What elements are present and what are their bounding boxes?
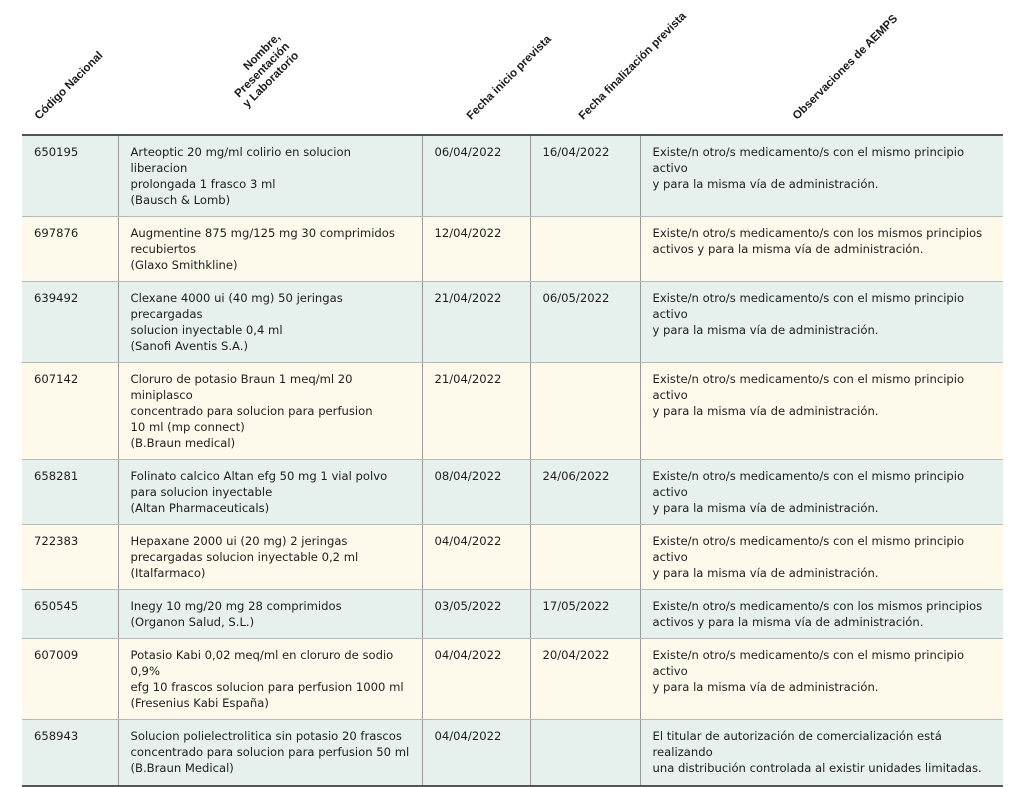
nombre-cell-line: Arteoptic 20 mg/ml colirio en solucion liberacion [130, 145, 351, 175]
nombre-cell-line: Potasio Kabi 0,02 meq/ml en cloruro de sodio 0,9% [130, 648, 394, 678]
nombre-cell [118, 460, 422, 525]
codigo-nacional-cell: 607009 [22, 639, 118, 720]
nombre-cell-line: Clexane 4000 ui (40 mg) 50 jeringas precargadas [130, 291, 343, 321]
table-row [22, 135, 1003, 217]
fecha-fin-cell [530, 525, 640, 590]
observaciones-cell [640, 135, 1003, 217]
observaciones-cell-line: activos y para la misma vía de administración. [652, 615, 924, 629]
nombre-cell-line: prolongada 1 frasco 3 ml [130, 177, 276, 191]
codigo-nacional-cell: 607142 [22, 363, 118, 460]
nombre-cell-line: precargadas solucion inyectable 0,2 ml [130, 550, 359, 564]
table-row [22, 282, 1003, 363]
header-fecha-inicio: Fecha inicio prevista [464, 33, 554, 123]
nombre-cell [118, 525, 422, 590]
fecha-fin-cell [530, 217, 640, 282]
nombre-cell-line: recubiertos [130, 242, 197, 256]
codigo-nacional-cell: 639492 [22, 282, 118, 363]
nombre-cell-line: Folinato calcico Altan efg 50 mg 1 vial polvo [130, 469, 388, 483]
nombre-cell-line: concentrado para solucion para perfusion 50 ml [130, 745, 410, 759]
nombre-cell [118, 590, 422, 639]
nombre-cell-line: Augmentine 875 mg/125 mg 30 comprimidos [130, 226, 395, 240]
header-observaciones: Observaciones de AEMPS [790, 12, 901, 123]
observaciones-cell-line: y para la misma vía de administración. [652, 323, 879, 337]
observaciones-cell-line: Existe/n otro/s medicamento/s con el mismo principio activo [652, 648, 965, 678]
nombre-cell-line: para solucion inyectable [130, 485, 273, 499]
codigo-nacional-cell: 722383 [22, 525, 118, 590]
observaciones-cell [640, 282, 1003, 363]
observaciones-cell-line: Existe/n otro/s medicamento/s con el mismo principio activo [652, 469, 965, 499]
nombre-cell [118, 217, 422, 282]
fecha-fin-cell [530, 363, 640, 460]
nombre-cell [118, 639, 422, 720]
observaciones-cell-line: El titular de autorización de comercialización está realizando [652, 729, 942, 759]
nombre-cell-line: (Italfarmaco) [130, 566, 206, 580]
codigo-nacional-cell: 658281 [22, 460, 118, 525]
fecha-fin-cell: 06/05/2022 [530, 282, 640, 363]
observaciones-cell-line: y para la misma vía de administración. [652, 680, 879, 694]
table-header [0, 0, 1024, 135]
table-row [22, 525, 1003, 590]
nombre-cell-line: (B.Braun medical) [130, 436, 236, 450]
observaciones-cell-line: y para la misma vía de administración. [652, 177, 879, 191]
fecha-inicio-cell: 21/04/2022 [422, 282, 530, 363]
observaciones-cell-line: Existe/n otro/s medicamento/s con los mismos principios [652, 599, 983, 613]
observaciones-cell-line: Existe/n otro/s medicamento/s con los mismos principios [652, 226, 983, 240]
observaciones-cell-line: y para la misma vía de administración. [652, 566, 879, 580]
header-fecha-finalizacion: Fecha finalización prevista [576, 10, 689, 123]
table-row [22, 460, 1003, 525]
nombre-cell-line: efg 10 frascos solucion para perfusion 1000 ml [130, 680, 404, 694]
nombre-cell-line: (Glaxo Smithkline) [130, 258, 238, 272]
observaciones-cell [640, 639, 1003, 720]
nombre-cell-line: (Fresenius Kabi España) [130, 696, 269, 710]
nombre-cell [118, 720, 422, 786]
nombre-cell [118, 363, 422, 460]
nombre-cell-line: (Sanofi Aventis S.A.) [130, 339, 248, 353]
observaciones-cell-line: activos y para la misma vía de administración. [652, 242, 924, 256]
header-nombre-presentacion-laboratorio: Nombre, Presentación y Laboratorio [222, 31, 302, 129]
codigo-nacional-cell: 658943 [22, 720, 118, 786]
observaciones-cell-line: y para la misma vía de administración. [652, 404, 879, 418]
nombre-cell-line: (Bausch & Lomb) [130, 193, 231, 207]
nombre-cell-line: concentrado para solucion para perfusion [130, 404, 373, 418]
observaciones-cell [640, 363, 1003, 460]
observaciones-cell [640, 590, 1003, 639]
nombre-cell-line: (Altan Pharmaceuticals) [130, 501, 270, 515]
fecha-inicio-cell: 03/05/2022 [422, 590, 530, 639]
nombre-cell-line: 10 ml (mp connect) [130, 420, 245, 434]
nombre-cell-line: (Organon Salud, S.L.) [130, 615, 255, 629]
observaciones-cell-line: Existe/n otro/s medicamento/s con el mismo principio activo [652, 145, 965, 175]
fecha-fin-cell: 17/05/2022 [530, 590, 640, 639]
nombre-cell-line: (B.Braun Medical) [130, 761, 234, 775]
nombre-cell-line: solucion inyectable 0,4 ml [130, 323, 283, 337]
observaciones-cell-line: una distribución controlada al existir unidades limitadas. [652, 761, 982, 775]
observaciones-cell [640, 217, 1003, 282]
observaciones-cell [640, 460, 1003, 525]
fecha-inicio-cell: 04/04/2022 [422, 525, 530, 590]
nombre-cell-line: Solucion polielectrolitica sin potasio 20 frascos [130, 729, 402, 743]
codigo-nacional-cell: 697876 [22, 217, 118, 282]
fecha-fin-cell: 20/04/2022 [530, 639, 640, 720]
nombre-cell-line: Hepaxane 2000 ui (20 mg) 2 jeringas [130, 534, 348, 548]
observaciones-cell-line: Existe/n otro/s medicamento/s con el mismo principio activo [652, 372, 965, 402]
table-row [22, 363, 1003, 460]
fecha-inicio-cell: 04/04/2022 [422, 639, 530, 720]
fecha-inicio-cell: 21/04/2022 [422, 363, 530, 460]
table-row [22, 639, 1003, 720]
table-row [22, 720, 1003, 786]
codigo-nacional-cell: 650545 [22, 590, 118, 639]
fecha-fin-cell: 24/06/2022 [530, 460, 640, 525]
observaciones-cell-line: Existe/n otro/s medicamento/s con el mismo principio activo [652, 291, 965, 321]
table-body [22, 135, 1003, 786]
medicines-supply-table [22, 134, 1003, 787]
table-row [22, 217, 1003, 282]
fecha-fin-cell [530, 720, 640, 786]
fecha-inicio-cell: 12/04/2022 [422, 217, 530, 282]
nombre-cell [118, 135, 422, 217]
observaciones-cell-line: Existe/n otro/s medicamento/s con el mismo principio activo [652, 534, 965, 564]
fecha-inicio-cell: 04/04/2022 [422, 720, 530, 786]
fecha-fin-cell: 16/04/2022 [530, 135, 640, 217]
observaciones-cell [640, 720, 1003, 786]
header-codigo-nacional: Código Nacional [32, 49, 106, 123]
nombre-cell [118, 282, 422, 363]
observaciones-cell-line: y para la misma vía de administración. [652, 501, 879, 515]
nombre-cell-line: Cloruro de potasio Braun 1 meq/ml 20 miniplasco [130, 372, 353, 402]
table-row [22, 590, 1003, 639]
codigo-nacional-cell: 650195 [22, 135, 118, 217]
observaciones-cell [640, 525, 1003, 590]
nombre-cell-line: Inegy 10 mg/20 mg 28 comprimidos [130, 599, 342, 613]
fecha-inicio-cell: 06/04/2022 [422, 135, 530, 217]
fecha-inicio-cell: 08/04/2022 [422, 460, 530, 525]
